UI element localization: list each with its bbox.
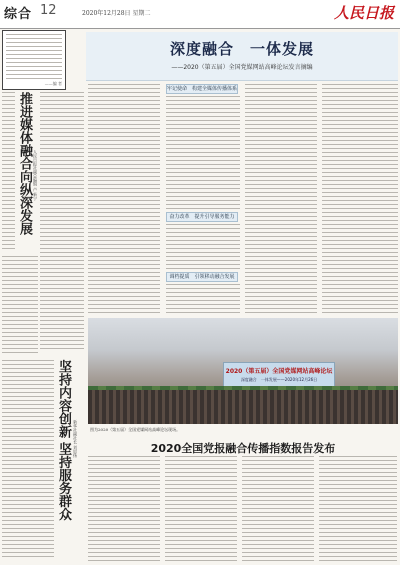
bottom-article-title: 2020全国党报融合传播指数报告发布 — [150, 442, 336, 455]
article-author-2: 新华社副社长 刘思扬 — [73, 420, 78, 458]
main-headline: 深度融合 一体发展 — [169, 40, 314, 58]
article-title-2: 坚持内容创新 坚持服务群众 — [56, 360, 71, 521]
issue-date: 2020年12月28日 星期二 — [82, 10, 151, 17]
article-author-1: 人民日报社副总编辑 卢 新宁 — [33, 150, 38, 201]
subheading-3: 调档提质 引领移动融合发展 — [166, 272, 238, 282]
left-text-block-3 — [2, 256, 38, 356]
subheading-1: 牢记使命 构建全媒体传播体系 — [167, 86, 238, 92]
main-subheadline: ——2020（第五届）全国党媒网站高峰论坛发言摘编 — [171, 64, 313, 71]
page-number: 12 — [40, 3, 57, 18]
body-column-2 — [166, 96, 240, 210]
body-column-2b — [166, 224, 240, 270]
page-header — [0, 0, 400, 29]
editor-note-text — [6, 34, 62, 79]
editor-note-box — [2, 30, 66, 90]
body-column-1 — [88, 84, 160, 314]
newspaper-logo: 人民日报 — [333, 4, 394, 22]
bottom-column-3 — [242, 456, 314, 562]
article-title-1: 推进媒体融合向纵深发展 — [17, 92, 32, 235]
section-name: 综合 — [4, 7, 33, 22]
audience — [88, 390, 398, 424]
photo-caption: 图为2020（第五届）全国党媒网站高峰论坛现场。 — [90, 427, 181, 432]
left-text-block-4 — [2, 360, 54, 560]
left-text-column-2 — [40, 92, 84, 352]
bottom-column-4 — [319, 456, 397, 562]
body-column-4 — [322, 84, 398, 314]
body-column-2c — [166, 284, 240, 314]
bottom-column-2 — [165, 456, 237, 562]
bottom-column-1 — [88, 456, 160, 562]
stage-title: 2020（第五届）全国党媒网站高峰论坛 — [225, 368, 333, 375]
body-column-3 — [245, 84, 317, 314]
stage-subtitle: 深度融合 一体发展——2020年12月26日 — [240, 377, 318, 382]
forum-photo — [88, 318, 398, 424]
editor-note-sign: ——编 者 — [44, 81, 62, 86]
subheading-2: 奋力改革 提升引导服务能力 — [166, 212, 238, 222]
left-text-column-1 — [2, 92, 15, 252]
